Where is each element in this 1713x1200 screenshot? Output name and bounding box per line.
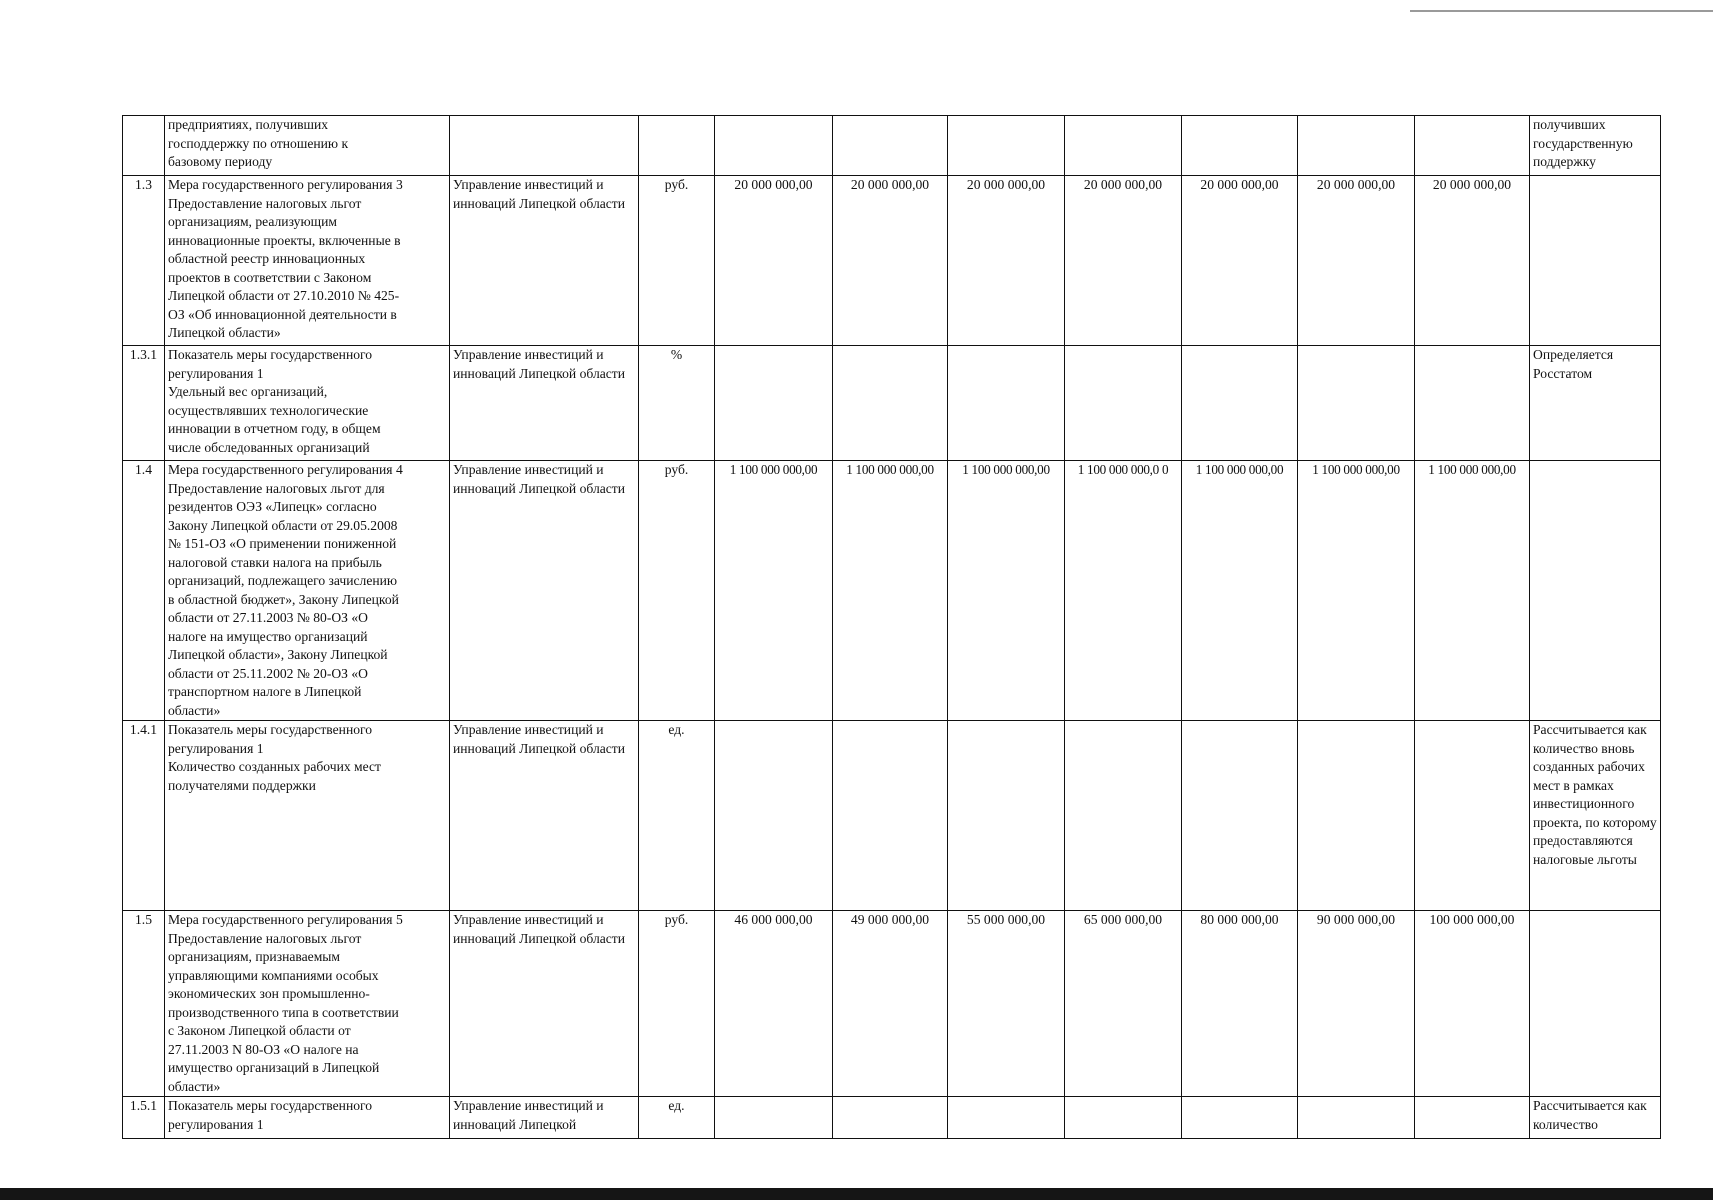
value-year-7: 1 100 000 000,00 — [1415, 461, 1530, 721]
description-line: Липецкой области от 27.10.2010 № 425- — [168, 288, 400, 303]
row-description — [165, 176, 450, 346]
row-description — [165, 461, 450, 721]
value-year-6: 90 000 000,00 — [1298, 911, 1415, 1097]
value-year-1: 46 000 000,00 — [715, 911, 833, 1097]
value-year-5: 20 000 000,00 — [1182, 176, 1298, 346]
description-line: областной реестр инновационных — [168, 251, 366, 266]
value-year-7: 100 000 000,00 — [1415, 911, 1530, 1097]
value-year-4 — [1065, 346, 1182, 461]
row-number: 1.4 — [123, 461, 165, 721]
value-year-4: 65 000 000,00 — [1065, 911, 1182, 1097]
description-line: с Законом Липецкой области от — [168, 1023, 351, 1038]
description-line: Предоставление налоговых льгот — [168, 195, 362, 211]
description-line: базовому периоду — [168, 154, 273, 169]
unit-of-measure — [639, 116, 715, 176]
value-year-2 — [833, 1097, 948, 1139]
value-year-5 — [1182, 346, 1298, 461]
unit-of-measure: руб. — [639, 461, 715, 721]
value-year-5 — [1182, 1097, 1298, 1139]
row-description — [165, 346, 450, 461]
description-line: Показатель меры государственного — [168, 347, 373, 362]
description-line: господдержку по отношению к — [168, 135, 349, 151]
description-line: инновационные проекты, включенные в — [168, 232, 401, 248]
value-year-3: 1 100 000 000,00 — [948, 461, 1065, 721]
description-line: управляющими компаниями особых — [168, 967, 379, 983]
description-line: производственного типа в соответствии — [168, 1004, 399, 1020]
row-description — [165, 911, 450, 1097]
description-line: 27.11.2003 N 80-ОЗ «О налоге на — [168, 1041, 359, 1057]
description-line: ОЗ «Об инновационной деятельности в — [168, 306, 397, 322]
description-line: инновации в отчетном году, в общем — [168, 421, 381, 436]
value-year-1 — [715, 721, 833, 911]
description-line: области от 27.11.2003 № 80-ОЗ «О — [168, 610, 368, 625]
description-line: организациям, реализующим — [168, 214, 337, 229]
value-year-3 — [948, 721, 1065, 911]
description-line: в областной бюджет», Закону Липецкой — [168, 591, 399, 607]
table-row — [123, 116, 1661, 176]
row-description — [165, 116, 450, 176]
description-line: Удельный вес организаций, — [168, 384, 328, 399]
description-line: регулирования 1 — [168, 740, 264, 756]
table-row — [123, 721, 1661, 911]
row-note — [1530, 176, 1661, 346]
value-year-3: 55 000 000,00 — [948, 911, 1065, 1097]
table-row — [123, 911, 1661, 1097]
description-line: № 151-ОЗ «О применении пониженной — [168, 536, 397, 551]
row-number — [123, 116, 165, 176]
row-note: Рассчитывается как количество вновь созданных рабочих мест в рамках инвестиционного проекта, по которому предоставляются налоговые льготы — [1530, 721, 1661, 911]
description-line: Показатель меры государственного — [168, 722, 373, 737]
description-line: Предоставление налоговых льгот — [168, 930, 362, 946]
value-year-3 — [948, 1097, 1065, 1139]
value-year-2: 1 100 000 000,00 — [833, 461, 948, 721]
value-year-3: 20 000 000,00 — [948, 176, 1065, 346]
unit-of-measure: руб. — [639, 176, 715, 346]
table-row — [123, 1097, 1661, 1139]
description-line: осуществлявших технологические — [168, 402, 369, 418]
row-number: 1.3 — [123, 176, 165, 346]
row-number: 1.5 — [123, 911, 165, 1097]
value-year-4: 20 000 000,00 — [1065, 176, 1182, 346]
description-line: Предоставление налоговых льгот для — [168, 480, 385, 496]
description-line: области от 25.11.2002 № 20-ОЗ «О — [168, 665, 368, 681]
value-year-6 — [1298, 1097, 1415, 1139]
scan-artifact-top-line — [1410, 10, 1713, 12]
value-year-1: 1 100 000 000,00 — [715, 461, 833, 721]
value-year-5 — [1182, 116, 1298, 176]
description-line: Мера государственного регулирования 3 — [168, 177, 403, 192]
value-year-2 — [833, 116, 948, 176]
responsible-organization: Управление инвестиций и инноваций Липецкой области — [450, 721, 639, 911]
value-year-7 — [1415, 116, 1530, 176]
value-year-1 — [715, 116, 833, 176]
description-line: Количество созданных рабочих мест — [168, 759, 381, 774]
value-year-2: 49 000 000,00 — [833, 911, 948, 1097]
description-line: области» — [168, 1078, 221, 1094]
description-line: резидентов ОЭЗ «Липецк» согласно — [168, 499, 377, 514]
table-row — [123, 461, 1661, 721]
description-line: имущество организаций в Липецкой — [168, 1060, 380, 1075]
responsible-organization: Управление инвестиций и инноваций Липецкой области — [450, 461, 639, 721]
description-line: регулирования 1 — [168, 1116, 264, 1132]
row-number: 1.4.1 — [123, 721, 165, 911]
value-year-2 — [833, 346, 948, 461]
row-note: получивших государственную поддержку — [1530, 116, 1661, 176]
value-year-7 — [1415, 1097, 1530, 1139]
value-year-6 — [1298, 116, 1415, 176]
unit-of-measure: % — [639, 346, 715, 461]
row-number: 1.5.1 — [123, 1097, 165, 1139]
responsible-organization: Управление инвестиций и инноваций Липецкой области — [450, 346, 639, 461]
value-year-7: 20 000 000,00 — [1415, 176, 1530, 346]
description-line: области» — [168, 702, 221, 718]
row-note — [1530, 461, 1661, 721]
unit-of-measure: ед. — [639, 1097, 715, 1139]
value-year-7 — [1415, 346, 1530, 461]
unit-of-measure: руб. — [639, 911, 715, 1097]
description-line: Мера государственного регулирования 4 — [168, 462, 403, 477]
value-year-6: 1 100 000 000,00 — [1298, 461, 1415, 721]
value-year-4: 1 100 000 000,0 0 — [1065, 461, 1182, 721]
value-year-6 — [1298, 721, 1415, 911]
value-year-2: 20 000 000,00 — [833, 176, 948, 346]
unit-of-measure: ед. — [639, 721, 715, 911]
value-year-7 — [1415, 721, 1530, 911]
row-note — [1530, 911, 1661, 1097]
value-year-5: 80 000 000,00 — [1182, 911, 1298, 1097]
row-note: Определяется Росстатом — [1530, 346, 1661, 461]
description-line: числе обследованных организаций — [168, 439, 370, 455]
value-year-4 — [1065, 116, 1182, 176]
responsible-organization: Управление инвестиций и инноваций Липецкой области — [450, 911, 639, 1097]
description-line: организациям, признаваемым — [168, 949, 341, 964]
description-line: организаций, подлежащего зачислению — [168, 573, 398, 588]
description-line: Липецкой области» — [168, 325, 281, 340]
value-year-4 — [1065, 721, 1182, 911]
description-line: Липецкой области», Закону Липецкой — [168, 647, 388, 662]
responsible-organization: Управление инвестиций и инноваций Липецкой — [450, 1097, 639, 1139]
description-line: транспортном налоге в Липецкой — [168, 684, 362, 699]
description-line: предприятиях, получивших — [168, 117, 329, 132]
value-year-5: 1 100 000 000,00 — [1182, 461, 1298, 721]
value-year-1: 20 000 000,00 — [715, 176, 833, 346]
row-description — [165, 721, 450, 911]
value-year-1 — [715, 1097, 833, 1139]
description-line: Показатель меры государственного — [168, 1098, 373, 1113]
value-year-6: 20 000 000,00 — [1298, 176, 1415, 346]
measures-table — [122, 115, 1661, 1139]
value-year-3 — [948, 346, 1065, 461]
row-description — [165, 1097, 450, 1139]
table-row — [123, 176, 1661, 346]
description-line: получателями поддержки — [168, 777, 316, 793]
value-year-4 — [1065, 1097, 1182, 1139]
value-year-5 — [1182, 721, 1298, 911]
description-line: налоге на имущество организаций — [168, 628, 368, 644]
row-note: Рассчитывается как количество — [1530, 1097, 1661, 1139]
description-line: Мера государственного регулирования 5 — [168, 912, 403, 927]
responsible-organization: Управление инвестиций и инноваций Липецкой области — [450, 176, 639, 346]
description-line: экономических зон промышленно- — [168, 986, 370, 1001]
table-body — [123, 116, 1661, 1139]
responsible-organization — [450, 116, 639, 176]
description-line: проектов в соответствии с Законом — [168, 269, 372, 285]
value-year-2 — [833, 721, 948, 911]
value-year-6 — [1298, 346, 1415, 461]
table-row — [123, 346, 1661, 461]
description-line: регулирования 1 — [168, 365, 264, 381]
scan-artifact-bottom-band — [0, 1188, 1713, 1200]
description-line: Закону Липецкой области от 29.05.2008 — [168, 517, 398, 533]
row-number: 1.3.1 — [123, 346, 165, 461]
value-year-3 — [948, 116, 1065, 176]
value-year-1 — [715, 346, 833, 461]
description-line: налоговой ставки налога на прибыль — [168, 554, 382, 570]
